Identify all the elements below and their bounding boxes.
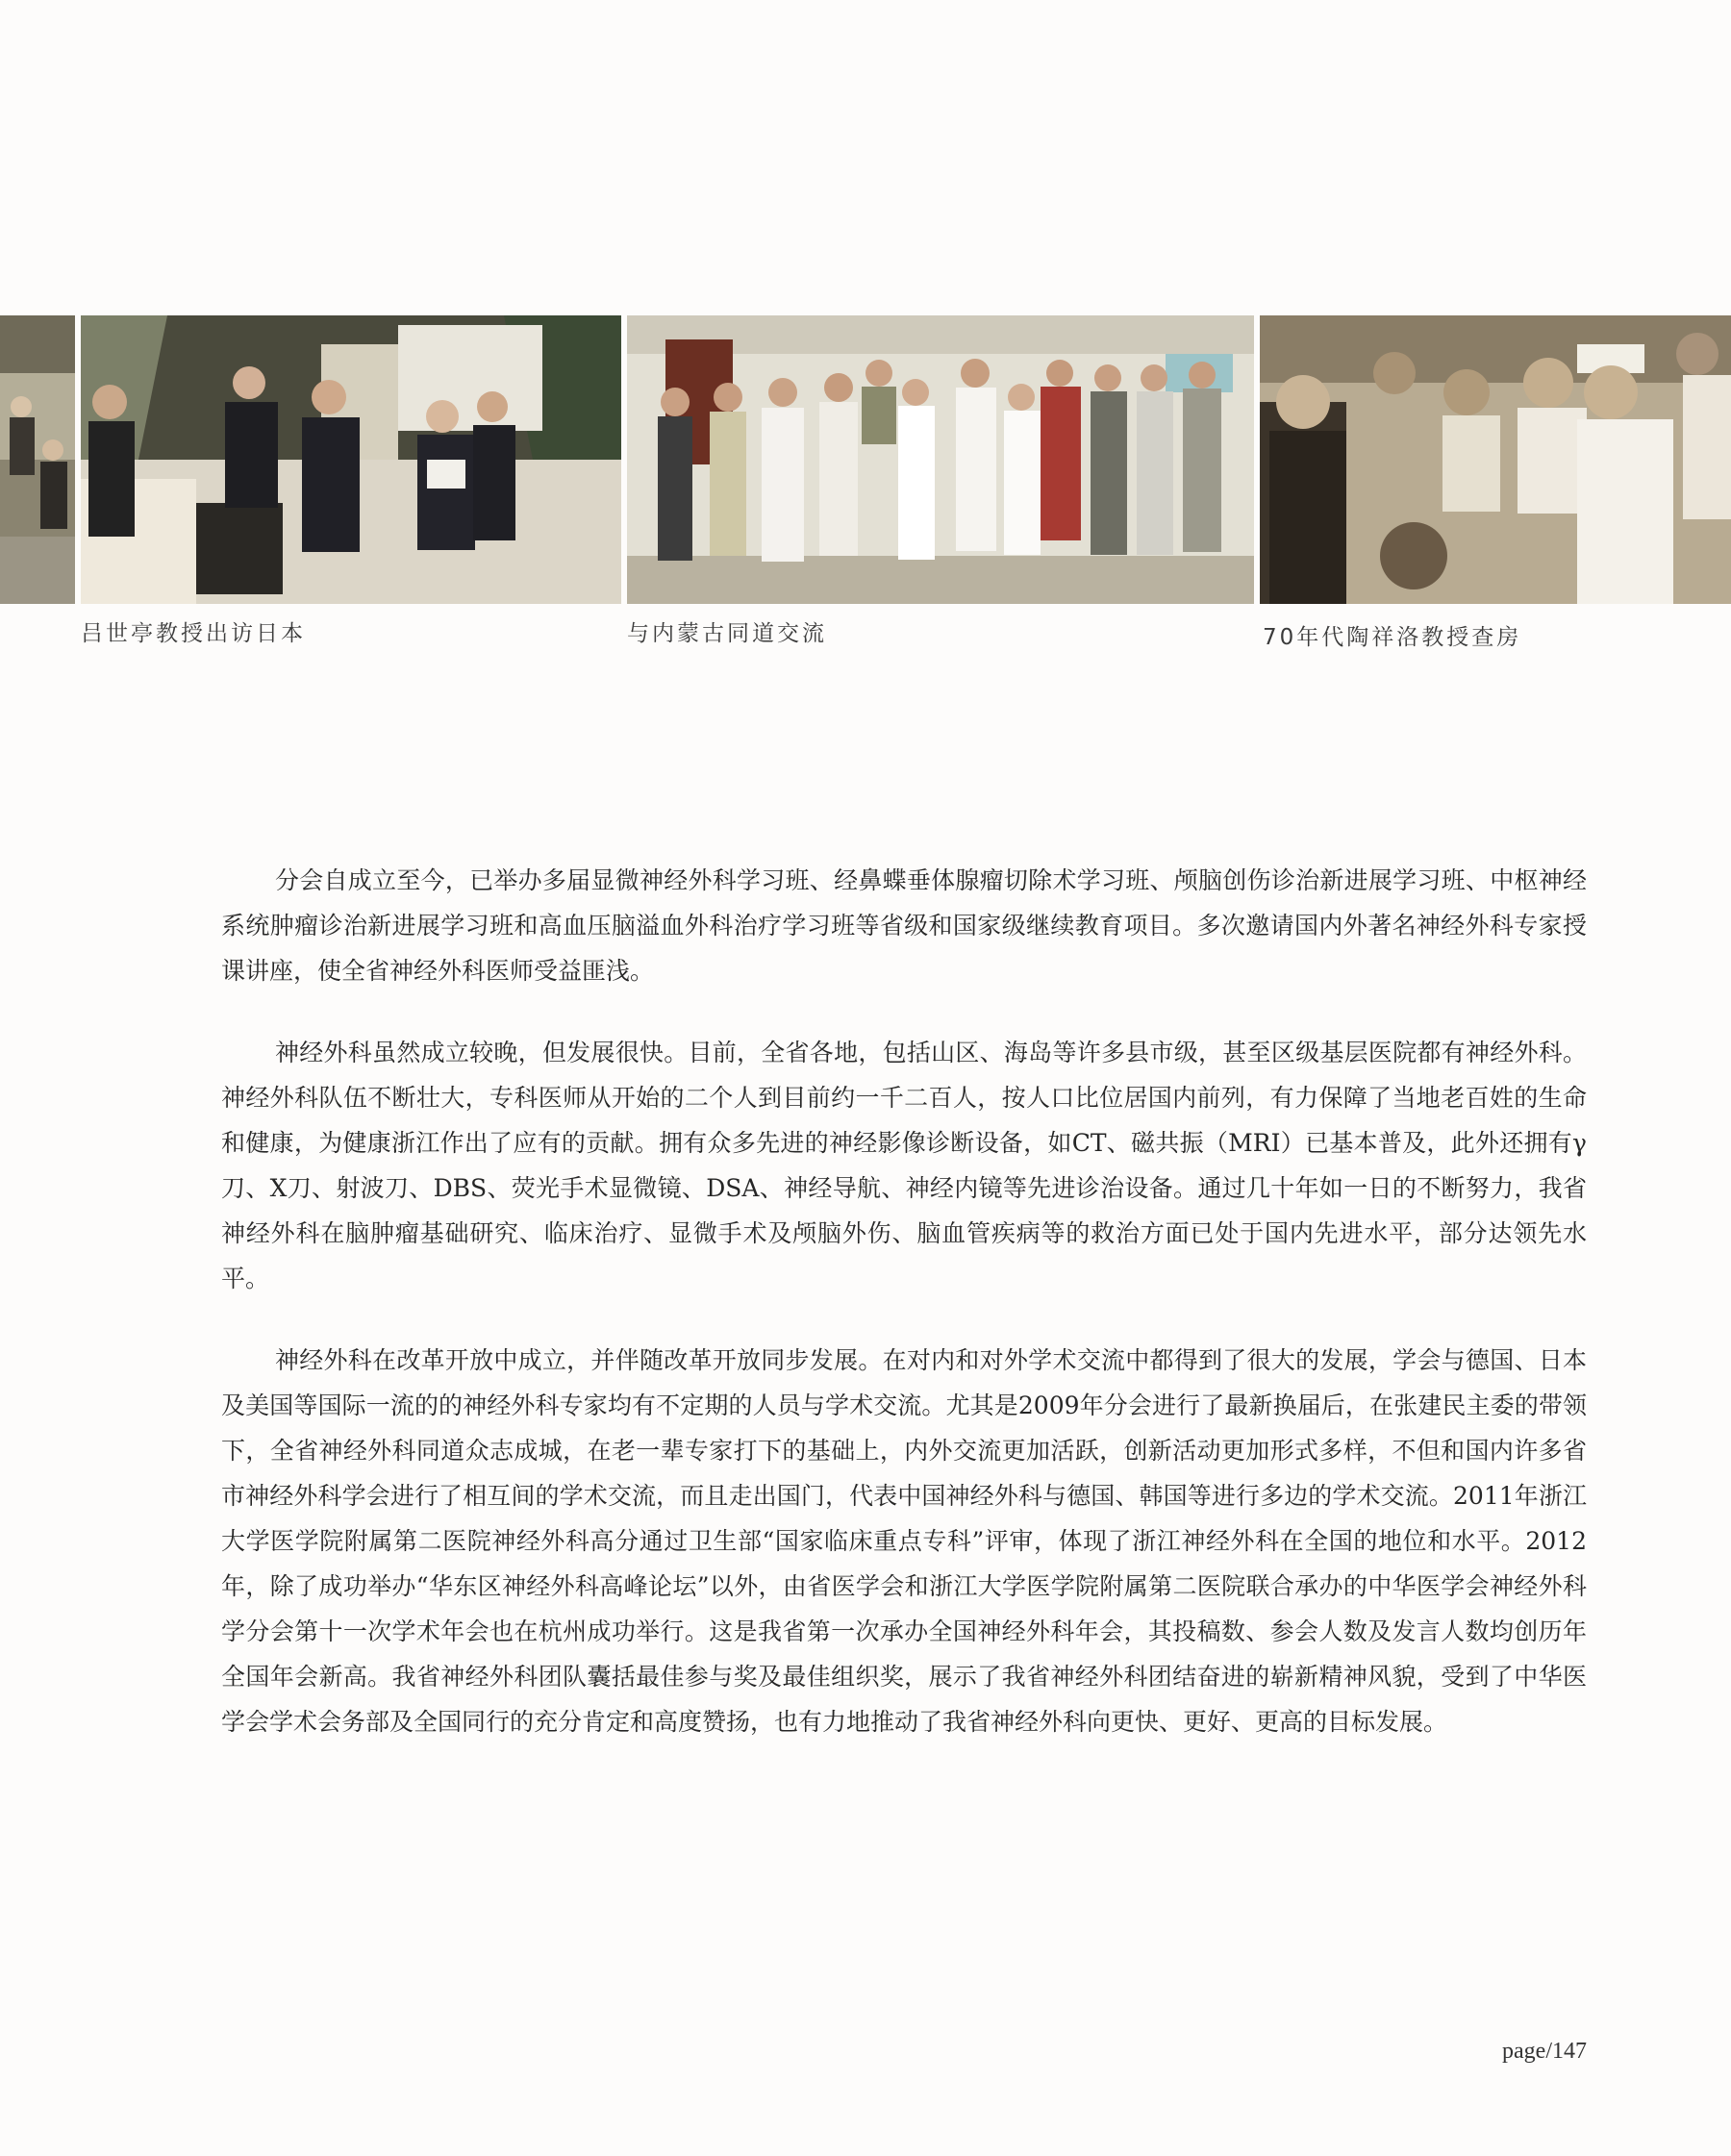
- photo-visit-japan: [81, 315, 621, 604]
- photo-group-edge: [0, 315, 75, 604]
- photo-caption-ward: 70年代陶祥洛教授查房: [1263, 625, 1522, 650]
- photo-caption-japan: 吕世亭教授出访日本: [81, 621, 306, 646]
- page-number: page/147: [1502, 2039, 1587, 2064]
- article-body: [221, 858, 1587, 1781]
- paragraph: 分会自成立至今，已举办多届显微神经外科学习班、经鼻蝶垂体腺瘤切除术学习班、颅脑创伤诊治新进展学习班、中枢神经系统肿瘤诊治新进展学习班和高血压脑溢血外科治疗学习班等省级和国家级继续教育项目。多次邀请国内外著名神经外科专家授课讲座，使全省神经外科医师受益匪浅。: [221, 866, 1587, 985]
- photo-exchange-mongolia: [627, 315, 1254, 604]
- photo-ward-round-1970s: [1260, 315, 1731, 604]
- photo-caption-mongolia: 与内蒙古同道交流: [627, 621, 827, 646]
- paragraph: 神经外科在改革开放中成立，并伴随改革开放同步发展。在对内和对外学术交流中都得到了很大的发展，学会与德国、日本及美国等国际一流的的神经外科专家均有不定期的人员与学术交流。尤其是2009年分会进行了最新换届后，在张建民主委的带领下，全省神经外科同道众志成城，在老一辈专家打下的基础上，内外交流更加活跃，创新活动更加形式多样，不但和国内许多省市神经外科学会进行了相互间的学术交流，而且走出国门，代表中国神经外科与德国、韩国等进行多边的学术交流。2011年浙江大学医学院附属第二医院神经外科高分通过卫生部“国家临床重点专科”评审，体现了浙江神经外科在全国的地位和水平。2012年，除了成功举办“华东区神经外科高峰论坛”以外，由省医学会和浙江大学医学院附属第二医院联合承办的中华医学会神经外科学分会第十一次学术年会也在杭州成功举行。这是我省第一次承办全国神经外科年会，其投稿数、参会人数及发言人数均创历年全国年会新高。我省神经外科团队囊括最佳参与奖及最佳组织奖，展示了我省神经外科团结奋进的崭新精神风貌，受到了中华医学会学术会务部及全国同行的充分肯定和高度赞扬，也有力地推动了我省神经外科向更快、更好、更高的目标发展。: [221, 1346, 1587, 1736]
- paragraph: 神经外科虽然成立较晚，但发展很快。目前，全省各地，包括山区、海岛等许多县市级，甚至区级基层医院都有神经外科。神经外科队伍不断壮大，专科医师从开始的二个人到目前约一千二百人，按人口比位居国内前列，有力保障了当地老百姓的生命和健康，为健康浙江作出了应有的贡献。拥有众多先进的神经影像诊断设备，如CT、磁共振（MRI）已基本普及，此外还拥有γ刀、X刀、射波刀、DBS、荧光手术显微镜、DSA、神经导航、神经内镜等先进诊治设备。通过几十年如一日的不断努力，我省神经外科在脑肿瘤基础研究、临床治疗、显微手术及颅脑外伤、脑血管疾病等的救治方面已处于国内先进水平，部分达领先水平。: [221, 1039, 1587, 1292]
